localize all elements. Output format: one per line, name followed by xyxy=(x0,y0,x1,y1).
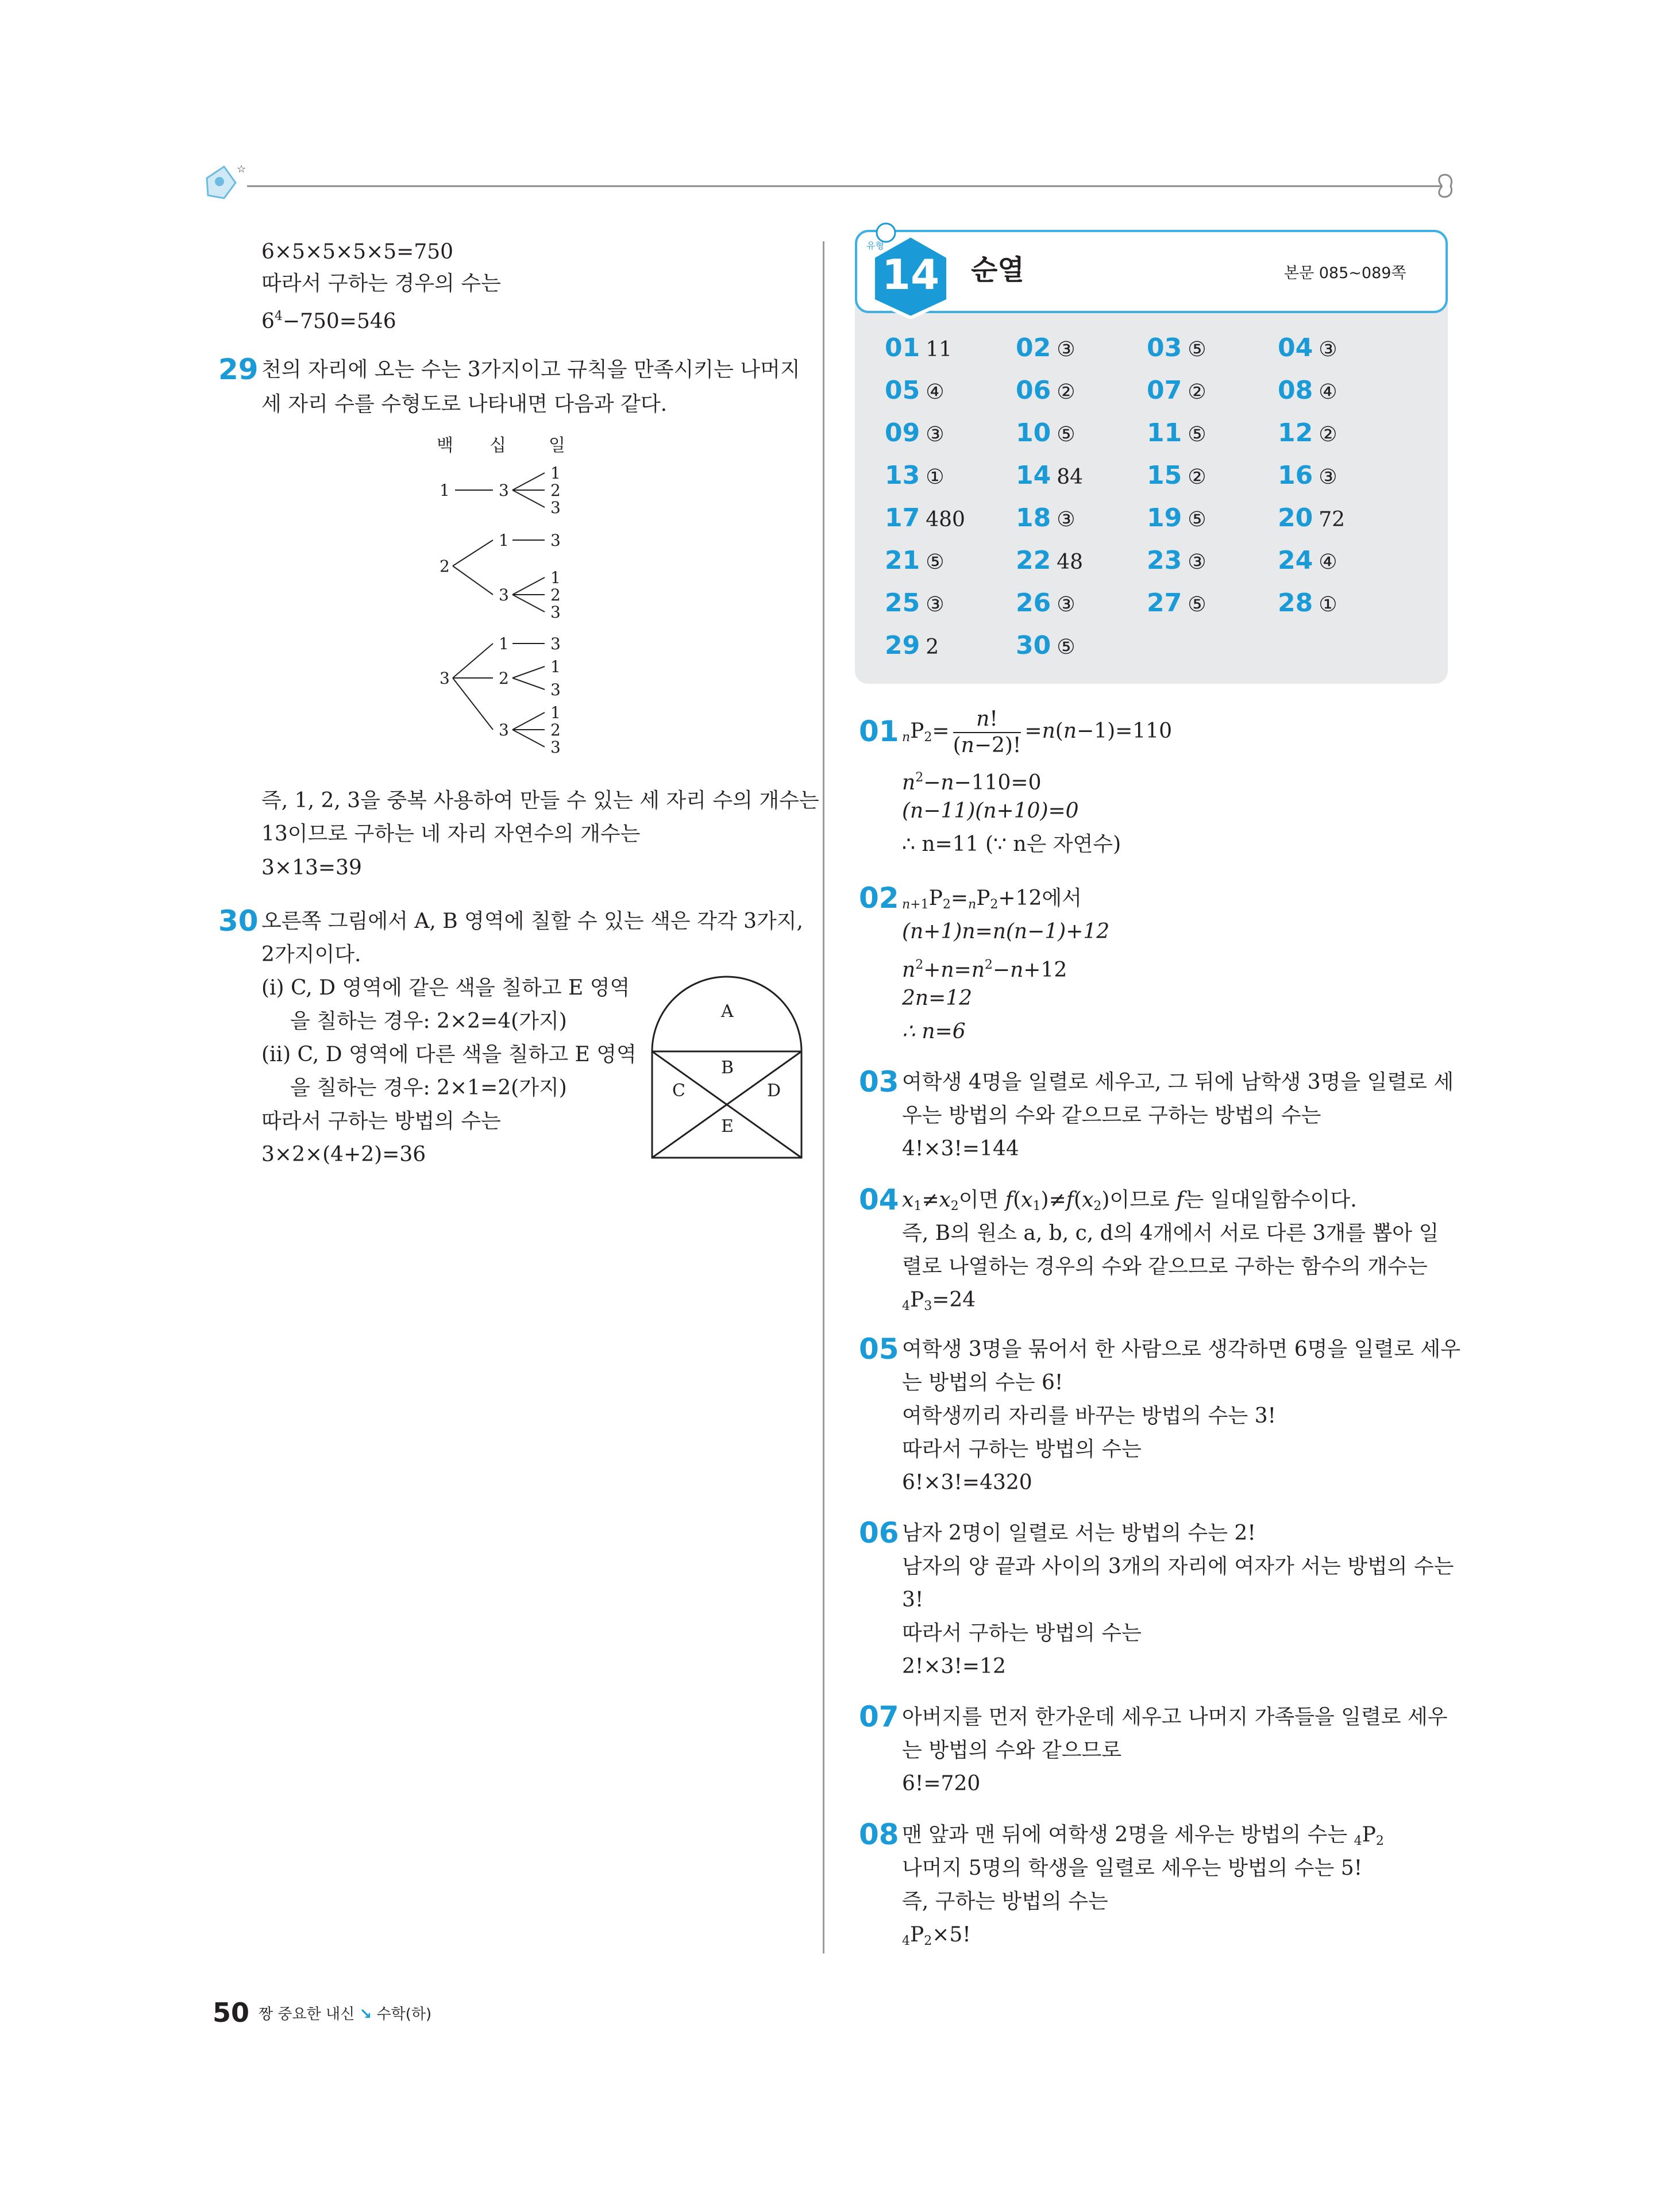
sol05-line-5: 6!×3!=4320 xyxy=(902,1471,1032,1494)
answer-value: ⑤ xyxy=(1057,635,1076,659)
sol04-line-2: 즉, B의 원소 a, b, c, d의 4개에서 서로 다른 3개를 뽑아 일 xyxy=(902,1221,1439,1245)
answer-key: 02 xyxy=(1016,333,1051,363)
answer-key: 14 xyxy=(1016,461,1051,490)
answer-item-09 xyxy=(885,417,945,451)
answer-item-18 xyxy=(1016,502,1076,536)
answer-value: ③ xyxy=(926,423,945,446)
answer-item-12 xyxy=(1278,417,1337,451)
answer-value: ③ xyxy=(1319,465,1337,489)
answer-item-17 xyxy=(885,502,965,536)
sol08-line-3: 즉, 구하는 방법의 수는 xyxy=(902,1890,1108,1913)
answer-value: ⑤ xyxy=(1188,508,1207,531)
answer-item-13 xyxy=(885,460,945,494)
svg-text:1: 1 xyxy=(550,703,561,722)
solution-05-number: 05 xyxy=(859,1332,899,1366)
svg-text:3: 3 xyxy=(550,634,561,653)
sol08-line-4: $_4P_2\times 5$! xyxy=(902,1923,971,1948)
answer-item-01 xyxy=(885,332,952,366)
topic-badge xyxy=(862,215,959,319)
answer-item-21 xyxy=(885,545,945,579)
topic-number: 14 xyxy=(881,251,940,299)
solution-04-number: 04 xyxy=(859,1183,899,1216)
answer-key: 11 xyxy=(1147,418,1182,448)
answer-key: 30 xyxy=(1016,631,1051,660)
sol05-line-4: 따라서 구하는 방법의 수는 xyxy=(902,1438,1142,1461)
answer-key: 13 xyxy=(885,461,920,490)
answer-value: ⑤ xyxy=(1057,423,1076,446)
svg-text:1: 1 xyxy=(550,568,561,587)
answer-value: ① xyxy=(1319,593,1337,616)
p30-line-3: (ⅰ) C, D 영역에 같은 색을 칠하고 E 영역 xyxy=(261,976,630,1000)
sol04-line-3: 렬로 나열하는 경우의 수와 같으므로 구하는 함수의 개수는 xyxy=(902,1255,1428,1278)
answer-key: 25 xyxy=(885,588,920,618)
answer-key: 28 xyxy=(1278,588,1313,618)
solution-07-number: 07 xyxy=(859,1700,899,1733)
mascot-icon xyxy=(207,163,246,198)
answer-item-03 xyxy=(1147,332,1207,366)
answer-value: ③ xyxy=(1057,593,1076,616)
sol05-line-3: 여학생끼리 자리를 바꾸는 방법의 수는 3! xyxy=(902,1404,1277,1428)
p30-line-4: 을 칠하는 경우: 2×2=4(가지) xyxy=(290,1009,567,1033)
solution-01-number: 01 xyxy=(859,715,899,748)
answer-key: 17 xyxy=(885,503,920,533)
tree-header-hundreds: 백 xyxy=(437,436,453,456)
arrow-icon: ↘ xyxy=(359,2006,372,2023)
answer-value: 11 xyxy=(926,338,953,361)
answer-value: ③ xyxy=(1188,550,1207,574)
p30-line-7: 따라서 구하는 방법의 수는 xyxy=(261,1109,501,1133)
svg-text:2: 2 xyxy=(440,557,450,576)
problem-29-number: 29 xyxy=(218,353,259,386)
answer-item-15 xyxy=(1147,460,1207,494)
answer-key: 08 xyxy=(1278,376,1313,405)
svg-text:1: 1 xyxy=(550,464,561,483)
svg-text:2: 2 xyxy=(550,585,561,604)
topic-badge-label: 유형 xyxy=(866,240,884,251)
answer-value: ③ xyxy=(1057,508,1076,531)
answer-item-04 xyxy=(1278,332,1337,366)
cont-line-1: 6×5×5×5×5=750 xyxy=(261,240,454,264)
answer-key: 29 xyxy=(885,631,920,660)
svg-text:3: 3 xyxy=(550,680,561,699)
page-reference: 본문 085~089쪽 xyxy=(1284,264,1406,282)
answer-item-10 xyxy=(1016,417,1076,451)
svg-text:3: 3 xyxy=(550,531,561,550)
sol04-line-4: $_4P_3=24$ xyxy=(902,1288,976,1313)
answer-key: 06 xyxy=(1016,376,1051,405)
answer-key: 07 xyxy=(1147,376,1182,405)
sol06-line-2: 남자의 양 끝과 사이의 3개의 자리에 여자가 서는 방법의 수는 xyxy=(902,1555,1454,1578)
answer-value: ② xyxy=(1057,380,1076,404)
svg-text:1: 1 xyxy=(440,481,450,500)
book-title: 짱 중요한 내신 ↘ 수학(하) xyxy=(259,2006,432,2023)
answer-value: 72 xyxy=(1319,508,1346,531)
svg-text:3: 3 xyxy=(499,481,509,500)
sol02-line-2: (n+1)n=n(n−1)+12 xyxy=(902,920,1110,943)
answer-key: 04 xyxy=(1278,333,1313,363)
header-rule xyxy=(195,155,1477,207)
region-a-label: A xyxy=(721,1001,734,1022)
solution-06-number: 06 xyxy=(859,1516,899,1550)
solution-03-number: 03 xyxy=(859,1065,899,1099)
answer-key: 23 xyxy=(1147,546,1182,575)
sol07-line-1: 아버지를 먼저 한가운데 세우고 나머지 가족들을 일렬로 세우 xyxy=(902,1705,1448,1729)
answer-key: 09 xyxy=(885,418,920,448)
answer-item-08 xyxy=(1278,375,1337,409)
answer-item-28 xyxy=(1278,587,1337,621)
p29-line-1: 천의 자리에 오는 수는 3가지이고 규칙을 만족시키는 나머지 xyxy=(261,358,800,381)
sol06-line-5: 2!×3!=12 xyxy=(902,1655,1006,1678)
svg-text:☆: ☆ xyxy=(237,163,246,175)
solution-08-number: 08 xyxy=(859,1818,899,1851)
answer-key: 05 xyxy=(885,376,920,405)
answer-value: ④ xyxy=(926,380,945,404)
answer-item-16 xyxy=(1278,460,1337,494)
answer-key: 12 xyxy=(1278,418,1313,448)
answer-value: ④ xyxy=(1319,550,1337,574)
answer-value: ③ xyxy=(1319,338,1337,361)
svg-text:2: 2 xyxy=(550,481,561,500)
sol01-line-4: ∴ n=11 (∵ n은 자연수) xyxy=(902,833,1121,856)
answer-key: 20 xyxy=(1278,503,1313,533)
answer-key: 21 xyxy=(885,546,920,575)
answer-item-11 xyxy=(1147,417,1207,451)
svg-text:3: 3 xyxy=(550,603,561,622)
sol02-line-5: ∴ n=6 xyxy=(902,1020,966,1043)
answer-item-29 xyxy=(885,630,939,664)
answer-key: 27 xyxy=(1147,588,1182,618)
answer-item-07 xyxy=(1147,375,1207,409)
answer-item-25 xyxy=(885,587,945,621)
p30-line-2: 2가지이다. xyxy=(261,943,361,966)
sol06-line-3: 3! xyxy=(902,1588,924,1612)
answer-value: 48 xyxy=(1057,550,1084,574)
p30-line-5: (ⅱ) C, D 영역에 다른 색을 칠하고 E 영역 xyxy=(261,1043,637,1066)
answer-item-20 xyxy=(1278,502,1345,536)
answer-key: 16 xyxy=(1278,461,1313,490)
answer-item-30 xyxy=(1016,630,1076,664)
page-number: 50 xyxy=(213,1997,250,2028)
answer-key: 10 xyxy=(1016,418,1051,448)
sol02-line-4: 2n=12 xyxy=(902,986,973,1010)
answer-item-24 xyxy=(1278,545,1337,579)
answer-key: 19 xyxy=(1147,503,1182,533)
sol08-line-1: 맨 앞과 맨 뒤에 여학생 2명을 세우는 방법의 수는 $_4P_2$ xyxy=(902,1823,1384,1848)
answer-item-22 xyxy=(1016,545,1083,579)
answer-item-14 xyxy=(1016,460,1083,494)
sol01-line-1: $_nP_2=$ $\frac{n!}{(n-2)!}$ =n(n−1)=110 xyxy=(902,707,1172,757)
p29-after-3: 3×13=39 xyxy=(261,856,362,880)
sol07-line-3: 6!=720 xyxy=(902,1772,981,1795)
svg-text:3: 3 xyxy=(499,585,509,604)
svg-text:2: 2 xyxy=(550,720,561,739)
sol01-line-3: (n−11)(n+10)=0 xyxy=(902,799,1079,823)
sol03-line-1: 여학생 4명을 일렬로 세우고, 그 뒤에 남학생 3명을 일렬로 세 xyxy=(902,1070,1454,1094)
sol06-line-4: 따라서 구하는 방법의 수는 xyxy=(902,1621,1142,1645)
answer-key: 22 xyxy=(1016,546,1051,575)
answer-value: ④ xyxy=(1319,380,1337,404)
cont-line-2: 따라서 구하는 경우의 수는 xyxy=(261,272,501,295)
p30-line-1: 오른쪽 그림에서 A, B 영역에 칠할 수 있는 색은 각각 3가지, xyxy=(261,910,803,933)
answer-item-02 xyxy=(1016,332,1076,366)
p30-line-6: 을 칠하는 경우: 2×1=2(가지) xyxy=(290,1076,567,1100)
region-e-label: E xyxy=(721,1116,734,1136)
sol07-line-2: 는 방법의 수와 같으므로 xyxy=(902,1739,1122,1762)
answer-value: ⑤ xyxy=(1188,593,1207,616)
answer-value: 2 xyxy=(926,635,939,659)
p29-after-2: 13이므로 구하는 네 자리 자연수의 개수는 xyxy=(261,822,641,846)
answer-value: ③ xyxy=(1057,338,1076,361)
answer-key: 24 xyxy=(1278,546,1313,575)
svg-text:1: 1 xyxy=(550,657,561,676)
answer-item-23 xyxy=(1147,545,1207,579)
svg-text:3: 3 xyxy=(550,738,561,757)
answer-item-26 xyxy=(1016,587,1076,621)
answer-item-27 xyxy=(1147,587,1207,621)
answer-value: ③ xyxy=(926,593,945,616)
answer-value: ① xyxy=(926,465,945,489)
answer-key: 18 xyxy=(1016,503,1051,533)
answer-key: 01 xyxy=(885,333,920,363)
answer-value: ⑤ xyxy=(1188,338,1207,361)
answer-item-19 xyxy=(1147,502,1207,536)
svg-text:1: 1 xyxy=(499,531,509,550)
answer-value: ⑤ xyxy=(926,550,945,574)
answer-value: ② xyxy=(1188,380,1207,404)
region-b-label: B xyxy=(721,1058,734,1078)
answer-key: 26 xyxy=(1016,588,1051,618)
cont-line-3: $6^4-750=546$ xyxy=(261,309,396,333)
ribbon-icon xyxy=(1439,175,1452,197)
tree-header-ones: 일 xyxy=(549,436,565,456)
sol08-line-2: 나머지 5명의 학생을 일렬로 세우는 방법의 수는 5! xyxy=(902,1856,1363,1880)
p29-after-1: 즉, 1, 2, 3을 중복 사용하여 만들 수 있는 세 자리 수의 개수는 xyxy=(261,789,819,812)
svg-text:3: 3 xyxy=(499,720,509,739)
section-title: 순열 xyxy=(971,254,1024,286)
sol04-line-1: $x_1\ne x_2$이면 $f(x_1)\ne f(x_2)$이므로 f는 일대일함수이다. xyxy=(902,1188,1357,1213)
svg-text:2: 2 xyxy=(499,669,509,688)
sol05-line-2: 는 방법의 수는 6! xyxy=(902,1371,1063,1394)
region-c-label: C xyxy=(672,1081,685,1101)
sol03-line-2: 우는 방법의 수와 같으므로 구하는 방법의 수는 xyxy=(902,1104,1321,1127)
answer-value: 480 xyxy=(926,508,965,531)
column-divider xyxy=(823,241,824,1953)
p29-line-2: 세 자리 수를 수형도로 나타내면 다음과 같다. xyxy=(261,392,668,416)
sol06-line-1: 남자 2명이 일렬로 서는 방법의 수는 2! xyxy=(902,1521,1256,1545)
sol05-line-1: 여학생 3명을 묶어서 한 사람으로 생각하면 6명을 일렬로 세우 xyxy=(902,1338,1460,1361)
svg-text:3: 3 xyxy=(550,498,561,517)
tree-header-tens: 십 xyxy=(489,436,506,456)
p30-line-8: 3×2×(4+2)=36 xyxy=(261,1143,426,1166)
region-d-label: D xyxy=(767,1081,781,1101)
answer-value: 84 xyxy=(1057,465,1084,489)
answer-value: ② xyxy=(1319,423,1337,446)
answer-item-05 xyxy=(885,375,945,409)
svg-text:3: 3 xyxy=(440,669,450,688)
sol01-line-2: $n^2-n-110=0$ xyxy=(902,770,1042,795)
answer-key: 03 xyxy=(1147,333,1182,363)
tree-diagram xyxy=(425,428,586,779)
answer-value: ② xyxy=(1188,465,1207,489)
problem-30-number: 30 xyxy=(218,904,259,938)
sol02-line-1: $_{n+1}P_2=_nP_2+12$에서 xyxy=(902,887,1082,912)
answer-item-06 xyxy=(1016,375,1076,409)
answer-value: ⑤ xyxy=(1188,423,1207,446)
solution-02-number: 02 xyxy=(859,881,899,915)
answer-key: 15 xyxy=(1147,461,1182,490)
region-figure xyxy=(649,971,804,1161)
sol02-line-3: $n^2+n=n^2-n+12$ xyxy=(902,958,1067,982)
sol03-line-3: 4!×3!=144 xyxy=(902,1137,1019,1161)
svg-text:1: 1 xyxy=(499,634,509,653)
